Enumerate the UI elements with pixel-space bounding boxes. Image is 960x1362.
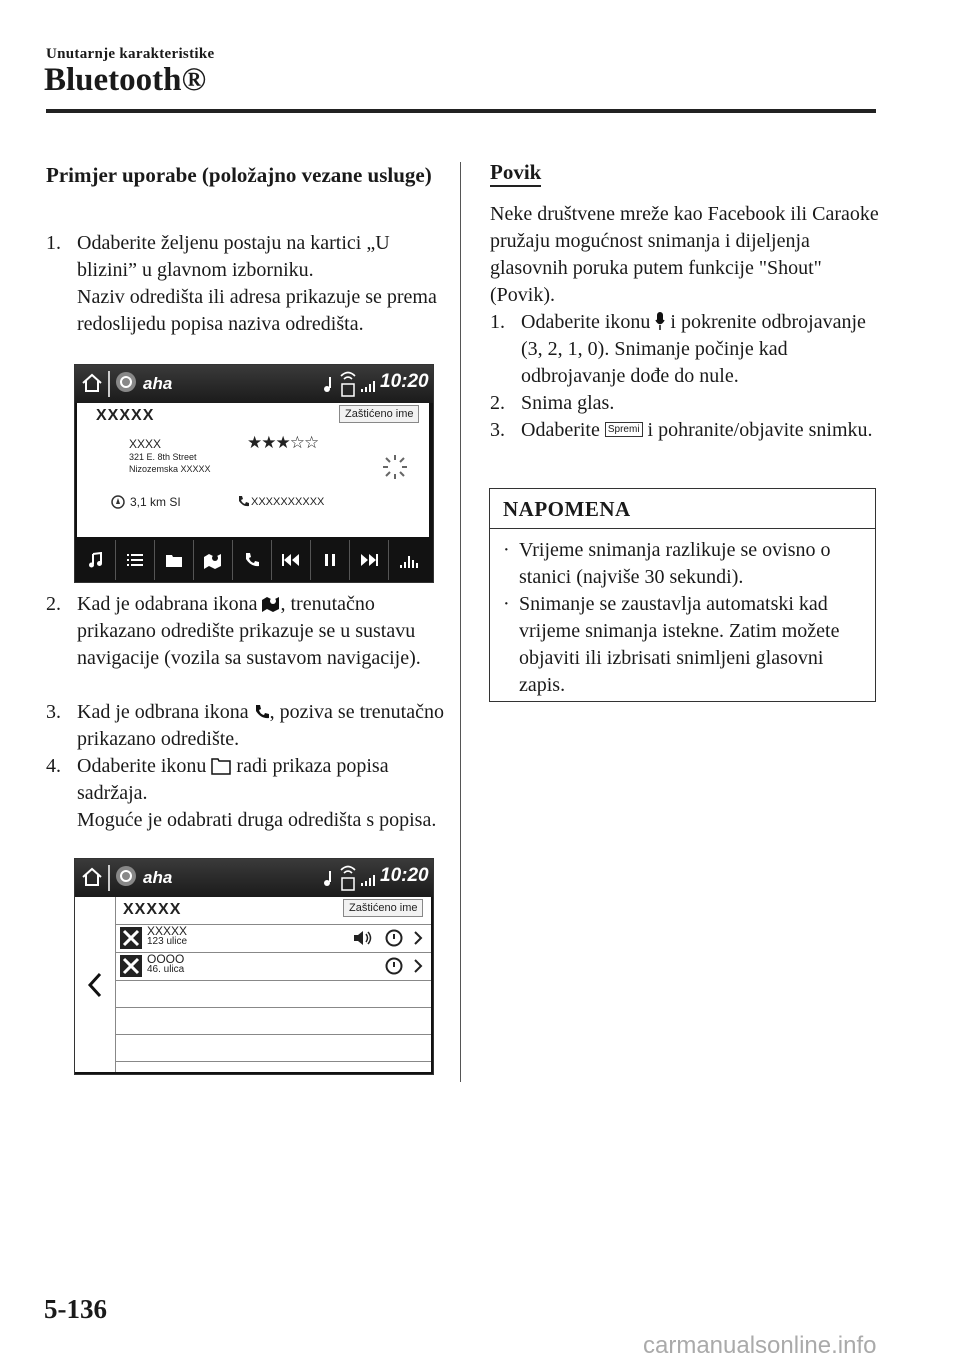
row-divider: [115, 1061, 431, 1062]
page-title: Bluetooth®: [44, 62, 207, 98]
clock: 10:20: [380, 371, 429, 392]
section-label: Unutarnje karakteristike: [46, 46, 215, 62]
pause-button[interactable]: [311, 540, 350, 580]
separator: [108, 865, 110, 891]
protected-name-badge: Zaštićeno ime: [343, 899, 423, 917]
step-text-rest: i pokrenite odbrojavanje (3, 2, 1, 0). Snimanje počinje kad odbrojavanje dođe do nule.: [521, 311, 866, 387]
step-text: Snima glas.: [521, 392, 615, 414]
protected-name-badge: Zaštićeno ime: [339, 405, 419, 423]
note-title: NAPOMENA: [490, 489, 875, 529]
list-item-sub: 123 ulice: [147, 936, 188, 947]
chevron-right-icon[interactable]: [413, 958, 423, 974]
list-item-name: XXXXX: [147, 924, 188, 938]
control-bar: [77, 540, 429, 580]
wifi-icon: [337, 368, 359, 400]
list-item-sub: 46. ulica: [147, 964, 185, 975]
list-item-name: OOOO: [147, 952, 185, 966]
step-number: 1.: [490, 311, 505, 333]
home-icon[interactable]: [81, 867, 103, 887]
save-button: Spremi: [605, 422, 643, 437]
note-item: · Vrijeme snimanja razlikuje se ovisno o stanici (najviše 30 sekundi).: [503, 539, 831, 588]
station-thumbnail-icon: [120, 955, 142, 977]
phone-icon: [244, 552, 260, 568]
map-pin-icon: [204, 551, 222, 569]
info-circle-icon[interactable]: [385, 957, 403, 975]
left-heading: Primjer uporabe (položajno vezane usluge): [46, 163, 432, 187]
intro-paragraph: Neke društvene mreže kao Facebook ili Caraoke pružaju mogućnost snimanja i dijeljenja glasovnih poruka putem funkcije "Shout" (Povik).: [490, 203, 879, 306]
signal-icon: [361, 874, 377, 886]
step-text-rest: , poziva se trenutačno prikazano odredište.: [77, 701, 444, 750]
step-text: Odaberite željenu postaju na kartici „U blizini” u glavnom izborniku.: [77, 232, 390, 281]
music-note-button[interactable]: [77, 540, 116, 580]
station-name: XXXXX: [96, 407, 155, 424]
step-2: [46, 591, 446, 672]
step-text-extra: Moguće je odabrati druga odredišta s popisa.: [77, 809, 437, 831]
empty-list-row: [115, 1008, 431, 1034]
microphone-icon: [655, 311, 665, 331]
list-button[interactable]: [116, 540, 155, 580]
aha-logo-icon: [115, 371, 137, 393]
skip-forward-button[interactable]: [350, 540, 389, 580]
app-name: aha: [143, 868, 173, 887]
list-icon: [127, 553, 143, 567]
step-text-rest: radi prikaza popisa sadržaja.: [77, 755, 389, 804]
right-heading-wrap: [490, 160, 880, 185]
call-button[interactable]: [233, 540, 272, 580]
povik-step-3: [490, 417, 880, 444]
pause-icon: [324, 553, 336, 567]
phone-small-icon: [237, 495, 249, 508]
info-circle-icon[interactable]: [385, 929, 403, 947]
speaker-playing-icon: [353, 930, 373, 946]
step-text: Odaberite: [521, 419, 600, 441]
step-1: [46, 230, 446, 338]
station-info-panel: [77, 403, 429, 537]
header-rule: [46, 109, 876, 113]
watermark: carmanualsonline.info: [643, 1332, 877, 1359]
compass-icon: [111, 495, 125, 509]
step-number: 1.: [46, 232, 61, 254]
step-number: 3.: [46, 701, 61, 723]
step-number: 3.: [490, 419, 505, 441]
note-item: · Snimanje se zaustavlja automatski kad vrijeme snimanja istekne. Zatim možete objaviti ili izbrisati snimljeni glasovni zapis.: [503, 593, 840, 696]
wifi-icon: [337, 862, 359, 894]
aha-station-screen: [74, 364, 434, 583]
music-note-icon: [88, 552, 104, 568]
folder-icon: [211, 755, 231, 775]
station-list-panel: [75, 897, 431, 1072]
step-number: 4.: [46, 755, 61, 777]
step-3: [46, 699, 446, 753]
list-item[interactable]: [115, 953, 431, 980]
note-item-text: Snimanje se zaustavlja automatski kad vrijeme snimanja istekne. Zatim možete objaviti ili izbrisati snimljeni glasovni zapis.: [519, 593, 840, 696]
step-text: Odaberite ikonu: [77, 755, 207, 777]
step-number: 2.: [490, 392, 505, 414]
music-note-status-icon: [321, 375, 335, 393]
empty-list-row: [115, 981, 431, 1007]
page-number: 5-136: [44, 1294, 107, 1324]
app-name: aha: [143, 374, 173, 393]
clock: 10:20: [380, 865, 429, 886]
empty-list-row: [115, 1035, 431, 1061]
aha-logo-icon: [115, 865, 137, 887]
station-thumbnail-icon: [120, 927, 142, 949]
map-button[interactable]: [194, 540, 233, 580]
step-text-rest: i pohranite/objavite snimku.: [642, 419, 873, 441]
step-text-extra: Naziv odredišta ili adresa prikazuje se prema redoslijedu popisa naziva odredišta.: [77, 286, 437, 335]
signal-icon: [361, 380, 377, 392]
distance: 3,1 km SI: [130, 495, 181, 509]
step-text: Kad je odbrana ikona: [77, 701, 249, 723]
music-note-status-icon: [321, 869, 335, 887]
step-text-rest: , trenutačno prikazano odredište prikazuje se u sustavu navigacije (vozila sa sustavom navigacije).: [77, 593, 421, 669]
povik-step-1: [490, 309, 880, 390]
step-text: Odaberite ikonu: [521, 311, 651, 333]
status-bar: [75, 859, 433, 897]
back-chevron-icon[interactable]: [87, 972, 103, 998]
skip-back-button[interactable]: [272, 540, 311, 580]
step-number: 2.: [46, 593, 61, 615]
separator: [108, 371, 110, 397]
phone-number: XXXXXXXXXX: [251, 496, 325, 508]
list-item[interactable]: [115, 925, 431, 952]
right-heading: Povik: [490, 160, 541, 187]
phone-icon: [254, 703, 270, 721]
equalizer-icon: [400, 552, 418, 568]
chevron-right-icon[interactable]: [413, 930, 423, 946]
home-icon[interactable]: [81, 373, 103, 393]
aha-list-screen: [74, 858, 434, 1075]
place-name: XXXX: [129, 437, 162, 451]
step-text: Kad je odabrana ikona: [77, 593, 258, 615]
rating-stars: ★★★☆☆: [247, 433, 319, 452]
address-line-2: Nizozemska XXXXX: [129, 464, 211, 474]
step-4: [46, 753, 446, 834]
povik-step-2: [490, 390, 880, 417]
note-item-text: Vrijeme snimanja razlikuje se ovisno o stanici (najviše 30 sekundi).: [519, 539, 831, 588]
address-line-1: 321 E. 8th Street: [129, 452, 197, 462]
status-bar: [75, 365, 433, 403]
skip-forward-icon: [360, 553, 378, 567]
map-pin-icon: [262, 593, 280, 613]
column-divider: [460, 162, 461, 1082]
folder-icon: [166, 553, 182, 567]
loading-spinner-icon: [381, 453, 409, 481]
equalizer-button[interactable]: [389, 540, 429, 580]
note-box: [489, 488, 876, 702]
skip-back-icon: [282, 553, 300, 567]
station-name: XXXXX: [123, 901, 182, 918]
folder-button[interactable]: [155, 540, 194, 580]
